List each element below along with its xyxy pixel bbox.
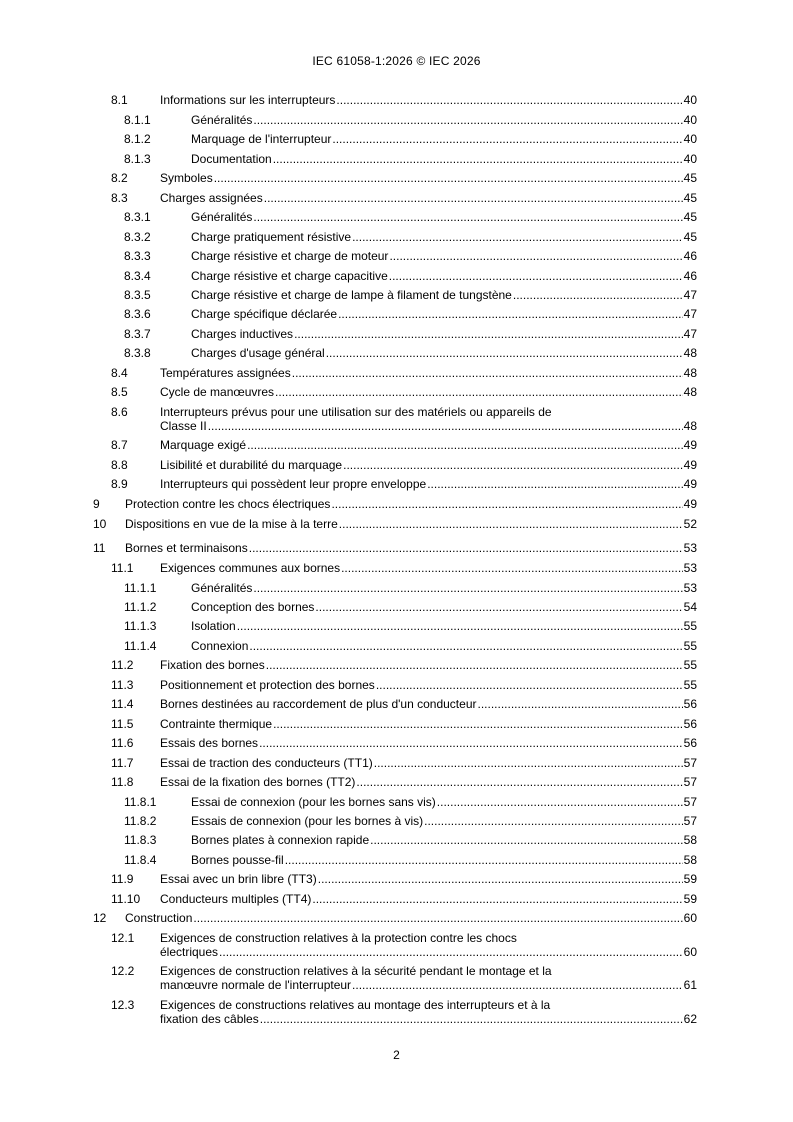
toc-entry-page: 58: [683, 853, 697, 867]
dot-leader: [341, 561, 683, 575]
toc-entry-page: 56: [683, 717, 697, 731]
dot-leader: [285, 853, 683, 867]
toc-entry-title: Dispositions en vue de la mise à la terre: [125, 517, 338, 531]
toc-entry-page: 62: [683, 1012, 697, 1026]
toc-entry-page: 61: [683, 978, 697, 992]
dot-leader: [356, 775, 682, 789]
dot-leader: [237, 619, 683, 633]
toc-entry-title: Essai de connexion (pour les bornes sans vis): [191, 795, 436, 809]
toc-entry-title: Protection contre les chocs électriques: [125, 497, 331, 511]
toc-entry-title-line: Exigences de constructions relatives au montage des interrupteurs et à la: [160, 998, 551, 1012]
toc-entry-title: Exigences communes aux bornes: [160, 561, 341, 575]
toc-entry-number: 11.1.2: [124, 600, 157, 614]
toc-entry-title: Essai avec un brin libre (TT3): [160, 872, 317, 886]
dot-leader: [253, 210, 682, 224]
toc-entry-title: Construction: [125, 911, 193, 925]
toc-entry-page: 53: [683, 541, 697, 555]
toc-entry-page: 48: [683, 385, 697, 399]
toc-entry-number: 8.3.8: [124, 346, 151, 360]
toc-entry-page: 60: [683, 945, 697, 959]
toc-entry-number: 11.8.4: [124, 853, 157, 867]
toc-entry-page: 56: [683, 697, 697, 711]
toc-entry-page: 47: [683, 288, 697, 302]
toc-entry-page: 47: [683, 307, 697, 321]
toc-entry-page: 58: [683, 833, 697, 847]
toc-entry-page: 55: [683, 658, 697, 672]
dot-leader: [332, 132, 682, 146]
dot-leader: [374, 756, 683, 770]
toc-entry-page: 45: [683, 171, 697, 185]
dot-leader: [370, 833, 683, 847]
dot-leader: [318, 872, 683, 886]
toc-entry-page: 46: [683, 249, 697, 263]
toc-entry-page: 57: [683, 795, 697, 809]
toc-entry-number: 8.8: [111, 458, 128, 472]
toc-entry-page: 57: [683, 814, 697, 828]
toc-entry-number: 11.8.2: [124, 814, 157, 828]
toc-entry-title: Documentation: [191, 152, 272, 166]
dot-leader: [352, 230, 683, 244]
toc-entry-number: 11.4: [111, 697, 134, 711]
dot-leader: [260, 1012, 683, 1026]
toc-entry-number: 8.9: [111, 477, 128, 491]
dot-leader: [264, 191, 683, 205]
toc-entry-number: 11.1.4: [124, 639, 157, 653]
toc-entry-title: électriques: [160, 945, 219, 959]
dot-leader: [315, 600, 682, 614]
dot-leader: [294, 327, 683, 341]
toc-entry-page: 53: [683, 561, 697, 575]
dot-leader: [253, 113, 682, 127]
dot-leader: [312, 892, 682, 906]
toc-entry-number: 8.3.3: [124, 249, 151, 263]
toc-entry-number: 8.2: [111, 171, 128, 185]
toc-entry-title: Charge spécifique déclarée: [191, 307, 338, 321]
toc-entry-title: Charges d'usage général: [191, 346, 325, 360]
page-header: IEC 61058-1:2026 © IEC 2026: [312, 54, 481, 68]
toc-entry-title: Charge pratiquement résistive: [191, 230, 352, 244]
dot-leader: [275, 385, 683, 399]
dot-leader: [273, 152, 683, 166]
toc-entry-number: 8.1.3: [124, 152, 151, 166]
toc-entry-title: Cycle de manœuvres: [160, 385, 275, 399]
toc-entry-page: 48: [683, 419, 697, 433]
toc-entry-number: 11: [93, 541, 106, 555]
dot-leader: [214, 171, 683, 185]
toc-entry-page: 40: [683, 113, 697, 127]
dot-leader: [343, 458, 683, 472]
toc-entry-title-line: Exigences de construction relatives à la protection contre les chocs: [160, 931, 517, 945]
toc-entry-title: Bornes et terminaisons: [125, 541, 248, 555]
toc-entry-title: Essai de la fixation des bornes (TT2): [160, 775, 356, 789]
dot-leader: [266, 658, 683, 672]
toc-entry-number: 8.3.4: [124, 269, 151, 283]
toc-entry-title: Conception des bornes: [191, 600, 315, 614]
dot-leader: [331, 497, 682, 511]
toc-entry-number: 12: [93, 911, 107, 925]
toc-entry-title: Températures assignées: [160, 366, 291, 380]
toc-entry-title: Généralités: [191, 113, 253, 127]
dot-leader: [389, 269, 683, 283]
toc-entry-title: Généralités: [191, 210, 253, 224]
toc-entry-title: Fixation des bornes: [160, 658, 265, 672]
dot-leader: [336, 93, 682, 107]
dot-leader: [193, 911, 682, 925]
dot-leader: [389, 249, 682, 263]
dot-leader: [338, 307, 683, 321]
toc-entry-title: Marquage exigé: [160, 438, 247, 452]
toc-entry-number: 11.10: [111, 892, 141, 906]
toc-entry-title: Marquage de l'interrupteur: [191, 132, 332, 146]
toc-entry-page: 40: [683, 93, 697, 107]
dot-leader: [249, 541, 683, 555]
toc-entry-page: 52: [683, 517, 697, 531]
toc-entry-number: 8.4: [111, 366, 128, 380]
toc-entry-page: 48: [683, 346, 697, 360]
dot-leader: [219, 945, 683, 959]
dot-leader: [326, 346, 683, 360]
toc-entry-page: 48: [683, 366, 697, 380]
toc-entry-page: 53: [683, 581, 697, 595]
toc-entry-number: 8.3.1: [124, 210, 151, 224]
toc-entry-title-line: Exigences de construction relatives à la sécurité pendant le montage et la: [160, 964, 552, 978]
toc-entry-title: Bornes plates à connexion rapide: [191, 833, 370, 847]
toc-entry-page: 46: [683, 269, 697, 283]
toc-entry-number: 11.6: [111, 736, 134, 750]
toc-entry-number: 8.3.6: [124, 307, 151, 321]
toc-entry-page: 55: [683, 619, 697, 633]
toc-entry-number: 11.7: [111, 756, 134, 770]
toc-entry-title: Charges assignées: [160, 191, 263, 205]
toc-entry-title: Connexion: [191, 639, 249, 653]
dot-leader: [478, 697, 683, 711]
toc-entry-page: 57: [683, 775, 697, 789]
toc-entry-page: 55: [683, 678, 697, 692]
toc-entry-number: 12.1: [111, 931, 135, 945]
toc-entry-title: Bornes destinées au raccordement de plus d'un conducteur: [160, 697, 477, 711]
toc-entry-number: 11.1: [111, 561, 134, 575]
toc-entry-title: Lisibilité et durabilité du marquage: [160, 458, 343, 472]
toc-entry-page: 49: [683, 458, 697, 472]
toc-entry-title-line: Interrupteurs prévus pour une utilisation sur des matériels ou appareils de: [160, 405, 552, 419]
toc-entry-number: 11.1.1: [124, 581, 157, 595]
toc-entry-page: 45: [683, 191, 697, 205]
toc-entry-title: Essai de traction des conducteurs (TT1): [160, 756, 373, 770]
toc-entry-number: 8.3: [111, 191, 128, 205]
toc-entry-number: 11.2: [111, 658, 134, 672]
toc-entry-number: 8.1.1: [124, 113, 151, 127]
toc-entry-page: 57: [683, 756, 697, 770]
dot-leader: [437, 795, 683, 809]
toc-entry-title: Interrupteurs qui possèdent leur propre enveloppe: [160, 477, 427, 491]
dot-leader: [352, 978, 683, 992]
toc-entry-page: 54: [683, 600, 697, 614]
toc-entry-title: Charge résistive et charge de lampe à filament de tungstène: [191, 288, 512, 302]
toc-entry-number: 8.3.7: [124, 327, 151, 341]
dot-leader: [376, 678, 683, 692]
toc-entry-title: Charges inductives: [191, 327, 294, 341]
dot-leader: [259, 736, 683, 750]
dot-leader: [513, 288, 683, 302]
toc-entry-page: 45: [683, 230, 697, 244]
toc-entry-number: 11.1.3: [124, 619, 157, 633]
toc-entry-number: 8.3.2: [124, 230, 151, 244]
dot-leader: [253, 581, 682, 595]
toc-entry-number: 11.5: [111, 717, 134, 731]
toc-entry-title: fixation des câbles: [160, 1012, 259, 1026]
toc-entry-title: Informations sur les interrupteurs: [160, 93, 336, 107]
toc-entry-number: 8.1.2: [124, 132, 151, 146]
toc-entry-title: Charge résistive et charge capacitive: [191, 269, 388, 283]
toc-entry-page: 45: [683, 210, 697, 224]
toc-entry-title: Charge résistive et charge de moteur: [191, 249, 389, 263]
toc-entry-number: 11.8: [111, 775, 134, 789]
toc-entry-title: Classe II: [160, 419, 207, 433]
toc-entry-title: Essais des bornes: [160, 736, 259, 750]
page-number: 2: [393, 1048, 400, 1062]
toc-entry-title: Contrainte thermique: [160, 717, 273, 731]
toc-entry-page: 47: [683, 327, 697, 341]
dot-leader: [208, 419, 683, 433]
toc-entry-number: 8.1: [111, 93, 128, 107]
toc-entry-page: 56: [683, 736, 697, 750]
toc-entry-page: 59: [683, 892, 697, 906]
toc-entry-page: 55: [683, 639, 697, 653]
toc-entry-title: Conducteurs multiples (TT4): [160, 892, 312, 906]
dot-leader: [427, 477, 682, 491]
toc-entry-number: 12.2: [111, 964, 135, 978]
toc-entry-title: Essais de connexion (pour les bornes à vis): [191, 814, 424, 828]
toc-entry-title: manœuvre normale de l'interrupteur: [160, 978, 352, 992]
toc-entry-number: 11.3: [111, 678, 134, 692]
toc-entry-number: 9: [93, 497, 100, 511]
dot-leader: [249, 639, 682, 653]
toc-entry-title: Bornes pousse-fil: [191, 853, 284, 867]
toc-entry-number: 10: [93, 517, 107, 531]
toc-entry-page: 49: [683, 477, 697, 491]
toc-entry-number: 12.3: [111, 998, 135, 1012]
toc-entry-title: Symboles: [160, 171, 213, 185]
toc-entry-page: 59: [683, 872, 697, 886]
toc-entry-title: Isolation: [191, 619, 236, 633]
toc-entry-page: 60: [683, 911, 697, 925]
toc-entry-number: 11.8.3: [124, 833, 157, 847]
dot-leader: [424, 814, 683, 828]
toc-entry-number: 8.5: [111, 385, 128, 399]
dot-leader: [273, 717, 683, 731]
toc-entry-number: 8.6: [111, 405, 128, 419]
toc-entry-number: 11.8.1: [124, 795, 157, 809]
toc-entry-page: 40: [683, 152, 697, 166]
toc-entry-title: Généralités: [191, 581, 253, 595]
toc-entry-page: 49: [683, 497, 697, 511]
dot-leader: [247, 438, 683, 452]
toc-entry-number: 11.9: [111, 872, 134, 886]
toc-entry-number: 8.3.5: [124, 288, 151, 302]
toc-entry-number: 8.7: [111, 438, 128, 452]
dot-leader: [292, 366, 683, 380]
toc-entry-title: Positionnement et protection des bornes: [160, 678, 375, 692]
toc-entry-page: 40: [683, 132, 697, 146]
toc-entry-page: 49: [683, 438, 697, 452]
dot-leader: [339, 517, 683, 531]
